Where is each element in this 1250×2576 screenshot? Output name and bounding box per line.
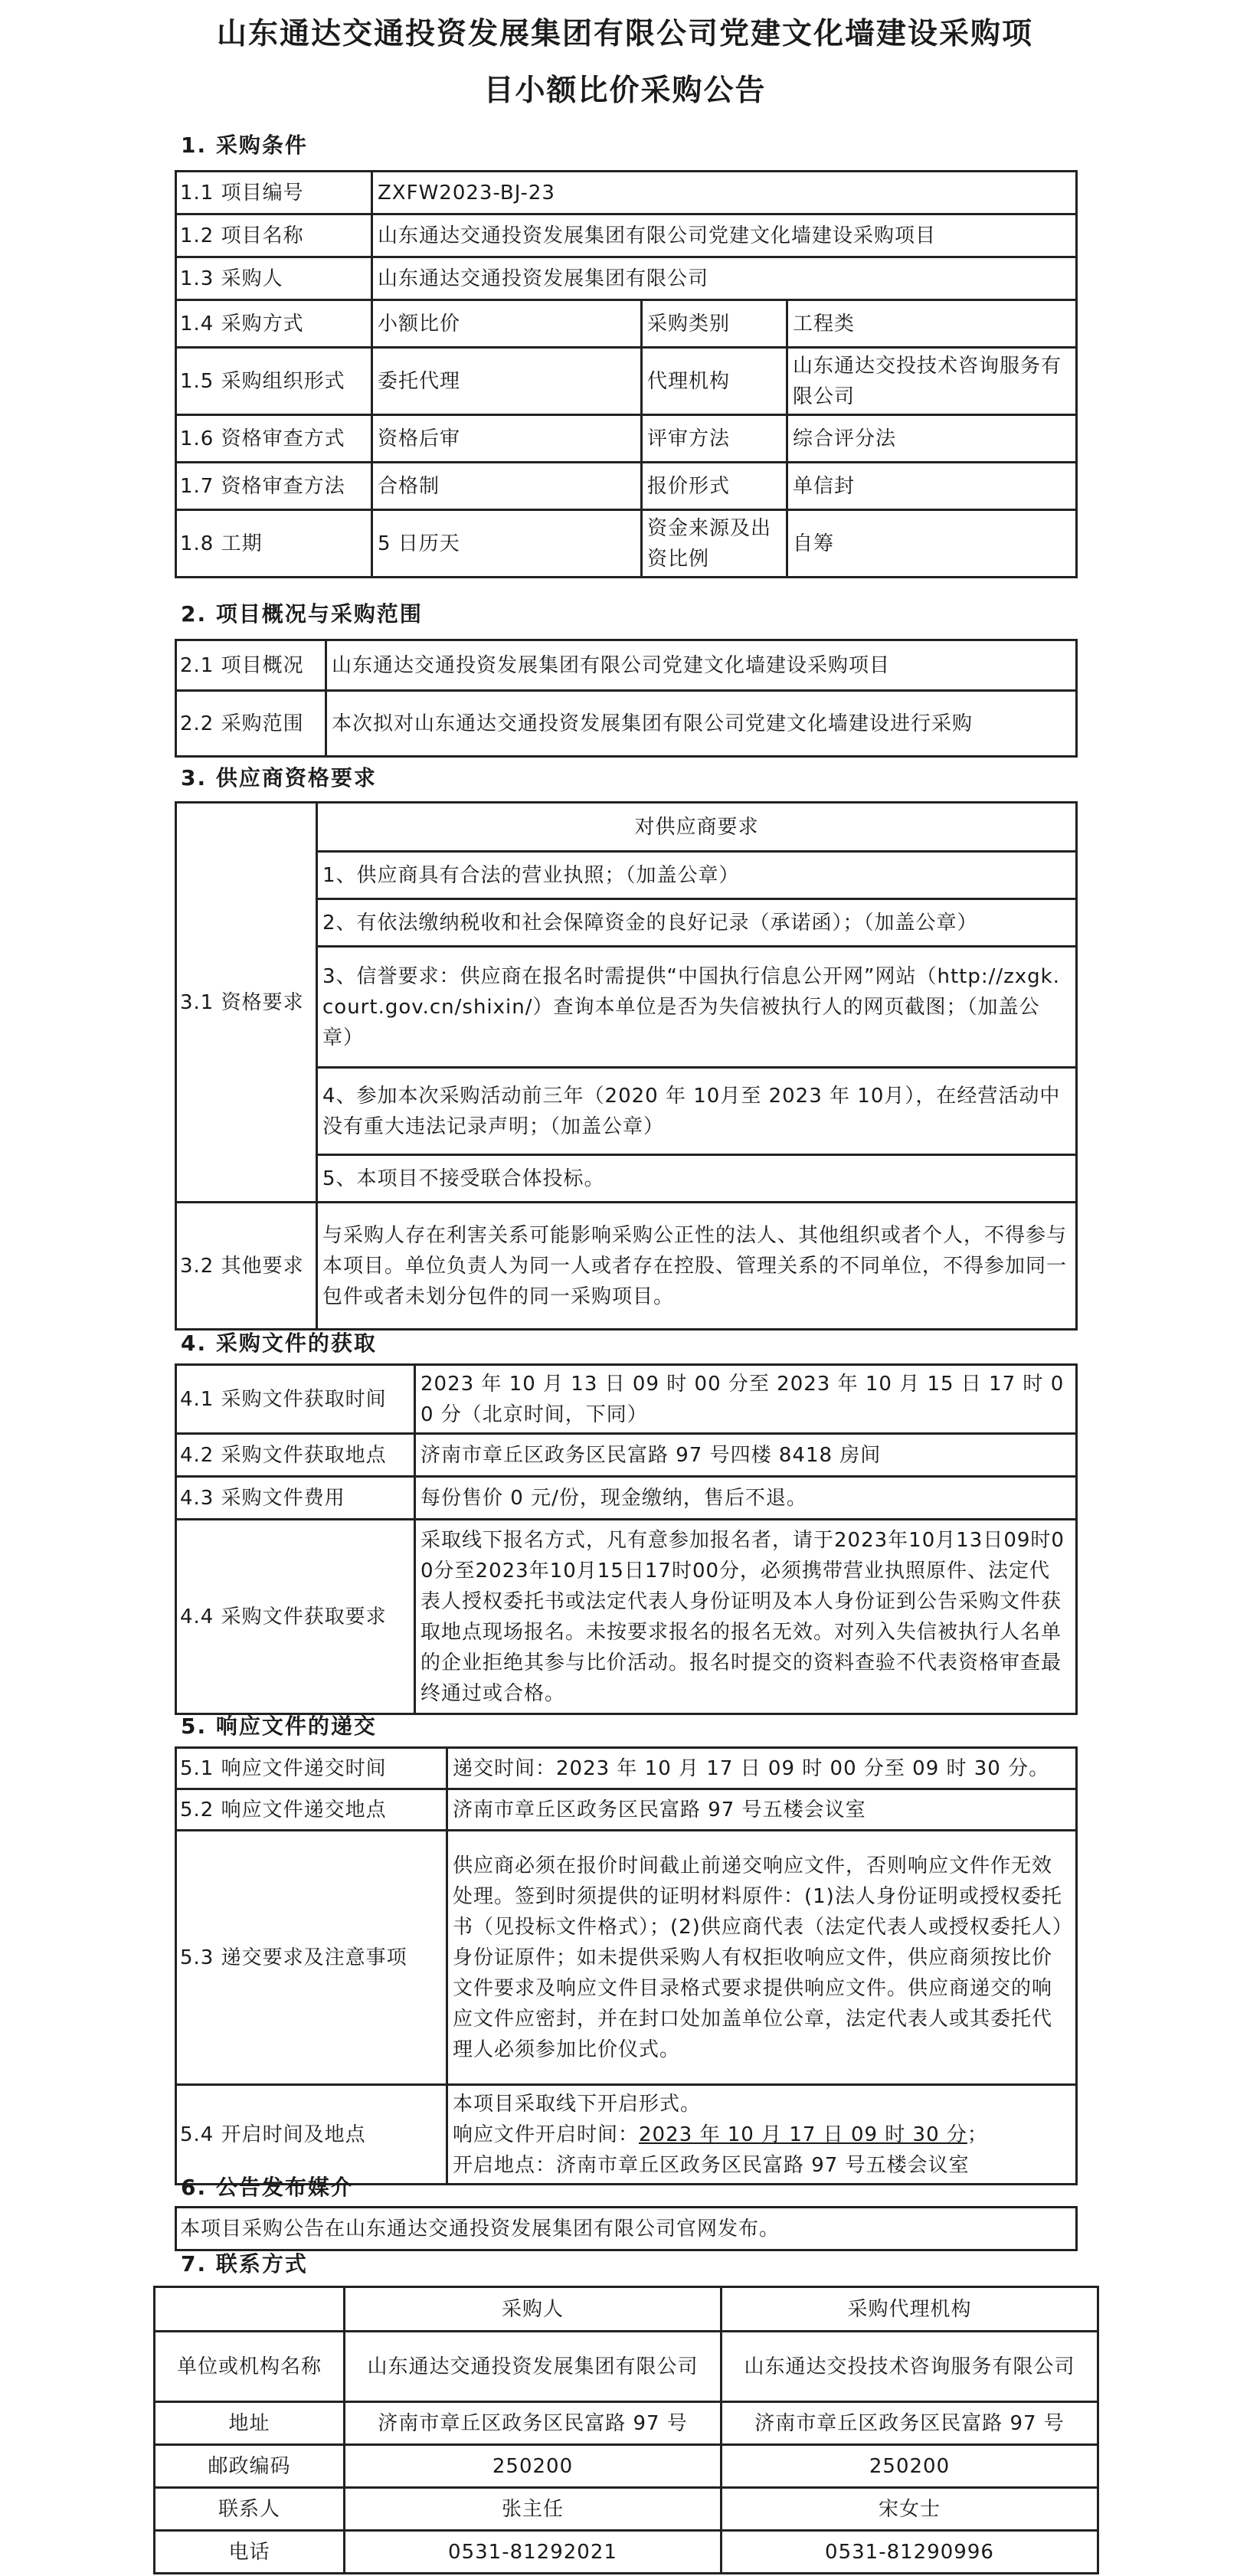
row-value: 济南市章丘区政务区民富路 97 号五楼会议室	[447, 1789, 1077, 1831]
table-row	[176, 510, 1077, 578]
table-row	[176, 2208, 1077, 2250]
contact-table	[153, 2286, 1099, 2574]
row-value: 济南市章丘区政务区民富路 97 号四楼 8418 房间	[415, 1434, 1077, 1477]
row-label-2: 评审方法	[642, 415, 787, 463]
requirement-item: 5、本项目不接受联合体投标。	[317, 1155, 1077, 1203]
row-label: 联系人	[155, 2488, 345, 2531]
row-value-2: 单信封	[787, 463, 1077, 510]
table-row	[176, 1203, 1077, 1330]
document-acquisition-table	[175, 1363, 1078, 1715]
publication-text: 本项目采购公告在山东通达交通投资发展集团有限公司官网发布。	[176, 2208, 1077, 2250]
row-label: 3.1 资格要求	[176, 803, 317, 1203]
row-label: 2.1 项目概况	[176, 640, 326, 691]
row-label: 5.1 响应文件递交时间	[176, 1748, 447, 1789]
table-row	[176, 1365, 1077, 1434]
row-value: 5 日历天	[372, 510, 642, 578]
title-line-1: 山东通达交通投资发展集团有限公司党建文化墙建设采购项	[216, 17, 1033, 51]
table-row	[176, 2085, 1077, 2185]
cell-value: 山东通达交通投资发展集团有限公司	[345, 2332, 722, 2402]
table-row	[176, 1434, 1077, 1477]
header-empty	[155, 2287, 345, 2332]
table-row	[155, 2488, 1098, 2531]
table-row	[176, 214, 1077, 257]
table-row	[176, 1477, 1077, 1520]
row-value: 委托代理	[372, 348, 642, 415]
opening-time-label: 响应文件开启时间：	[453, 2123, 640, 2146]
row-label: 5.3 递交要求及注意事项	[176, 1831, 447, 2085]
section-1-heading: 1. 采购条件	[181, 133, 308, 158]
table-header-row	[155, 2287, 1098, 2332]
row-value: 山东通达交通投资发展集团有限公司党建文化墙建设采购项目	[372, 214, 1077, 257]
row-label-2: 报价形式	[642, 463, 787, 510]
row-value-2: 山东通达交投技术咨询服务有限公司	[787, 348, 1077, 415]
row-label: 1.6 资格审查方式	[176, 415, 372, 463]
row-value: 小额比价	[372, 300, 642, 348]
row-label-2: 资金来源及出资比例	[642, 510, 787, 578]
requirements-header: 对供应商要求	[317, 803, 1077, 852]
supplier-requirements-table	[175, 801, 1078, 1331]
requirement-item: 2、有依法缴纳税收和社会保障资金的良好记录（承诺函）；（加盖公章）	[317, 899, 1077, 947]
table-row	[176, 1831, 1077, 2085]
table-row	[176, 463, 1077, 510]
row-value: 递交时间：2023 年 10 月 17 日 09 时 00 分至 09 时 30 分。	[447, 1748, 1077, 1789]
row-label: 1.4 采购方式	[176, 300, 372, 348]
project-overview-table	[175, 639, 1078, 758]
row-label-2: 采购类别	[642, 300, 787, 348]
row-label: 电话	[155, 2531, 345, 2574]
opening-time-value: 2023 年 10 月 17 日 09 时 30 分	[639, 2123, 967, 2146]
row-label: 单位或机构名称	[155, 2332, 345, 2402]
table-row	[176, 172, 1077, 214]
row-value: 山东通达交通投资发展集团有限公司党建文化墙建设采购项目	[326, 640, 1077, 691]
document-title	[0, 6, 1250, 119]
row-value: 供应商必须在报价时间截止前递交响应文件，否则响应文件作无效处理。签到时须提供的证明材料原件：(1)法人身份证明或授权委托书（见投标文件格式）；(2)供应商代表（法定代表人或授权委托人）身份证原件；如未提供采购人有权拒收响应文件，供应商须按比价文件要求及响应文件目录格式要求提供响应文件。供应商递交的响应文件应密封，并在封口处加盖单位公章，法定代表人或其委托代理人必须参加比价仪式。	[447, 1831, 1077, 2085]
table-row	[176, 348, 1077, 415]
opening-time-suffix: ；	[967, 2123, 988, 2146]
row-label: 邮政编码	[155, 2445, 345, 2488]
cell-value: 宋女士	[722, 2488, 1098, 2531]
opening-line-1: 本项目采取线下开启形式。	[453, 2092, 702, 2116]
cell-value: 张主任	[345, 2488, 722, 2531]
opening-line-2	[453, 2119, 1071, 2150]
row-value: 采取线下报名方式，凡有意参加报名者，请于2023年10月13日09时00分至2023年10月15日17时00分，必须携带营业执照原件、法定代表人授权委托书或法定代表人身份证明及本人身份证到公告采购文件获取地点现场报名。未按要求报名的报名无效。对列入失信被执行人名单的企业拒绝其参与比价活动。报名时提交的资料查验不代表资格审查最终通过或合格。	[415, 1520, 1077, 1714]
section-7-heading: 7. 联系方式	[181, 2251, 308, 2277]
column-header: 采购人	[345, 2287, 722, 2332]
row-value: 与采购人存在利害关系可能影响采购公正性的法人、其他组织或者个人，不得参与本项目。单位负责人为同一人或者存在控股、管理关系的不同单位，不得参加同一包件或者未划分包件的同一采购项目。	[317, 1203, 1077, 1330]
row-label: 1.8 工期	[176, 510, 372, 578]
table-row	[176, 415, 1077, 463]
cell-value: 济南市章丘区政务区民富路 97 号	[345, 2402, 722, 2445]
table-row	[176, 640, 1077, 691]
row-label: 3.2 其他要求	[176, 1203, 317, 1330]
cell-value: 0531-81290996	[722, 2531, 1098, 2574]
table-row	[176, 1748, 1077, 1789]
row-label: 1.7 资格审查方法	[176, 463, 372, 510]
requirement-item: 1、供应商具有合法的营业执照；（加盖公章）	[317, 852, 1077, 899]
row-label: 4.2 采购文件获取地点	[176, 1434, 415, 1477]
opening-line-3: 开启地点：济南市章丘区政务区民富路 97 号五楼会议室	[453, 2153, 970, 2177]
cell-value: 250200	[345, 2445, 722, 2488]
row-label: 地址	[155, 2402, 345, 2445]
row-value-2: 自筹	[787, 510, 1077, 578]
row-label: 4.3 采购文件费用	[176, 1477, 415, 1520]
row-label: 1.2 项目名称	[176, 214, 372, 257]
row-value: ZXFW2023-BJ-23	[372, 172, 1077, 214]
table-row	[176, 1520, 1077, 1714]
publication-media-table	[175, 2206, 1078, 2251]
row-value: 每份售价 0 元/份，现金缴纳，售后不退。	[415, 1477, 1077, 1520]
row-label: 1.1 项目编号	[176, 172, 372, 214]
column-header: 采购代理机构	[722, 2287, 1098, 2332]
table-row	[155, 2402, 1098, 2445]
procurement-conditions-table	[175, 170, 1078, 578]
row-value: 资格后审	[372, 415, 642, 463]
row-value: 本次拟对山东通达交通投资发展集团有限公司党建文化墙建设进行采购	[326, 691, 1077, 757]
row-label: 5.2 响应文件递交地点	[176, 1789, 447, 1831]
row-label: 5.4 开启时间及地点	[176, 2085, 447, 2185]
row-value: 山东通达交通投资发展集团有限公司	[372, 257, 1077, 300]
table-row	[155, 2445, 1098, 2488]
table-row	[155, 2531, 1098, 2574]
row-label: 4.1 采购文件获取时间	[176, 1365, 415, 1434]
row-value-2: 工程类	[787, 300, 1077, 348]
row-label: 1.3 采购人	[176, 257, 372, 300]
row-label: 4.4 采购文件获取要求	[176, 1520, 415, 1714]
table-row	[176, 691, 1077, 757]
section-6-heading: 6. 公告发布媒介	[181, 2175, 354, 2200]
row-value: 2023 年 10 月 13 日 09 时 00 分至 2023 年 10 月 15 日 17 时 00 分（北京时间，下同）	[415, 1365, 1077, 1434]
row-label-2: 代理机构	[642, 348, 787, 415]
requirement-item: 3、信誉要求：供应商在报名时需提供“中国执行信息公开网”网站（http://zxgk.court.gov.cn/shixin/）查询本单位是否为失信被执行人的网页截图；（加盖公章）	[317, 947, 1077, 1068]
row-value-2: 综合评分法	[787, 415, 1077, 463]
title-line-2: 目小额比价采购公告	[483, 74, 767, 108]
row-label: 1.5 采购组织形式	[176, 348, 372, 415]
section-3-heading: 3. 供应商资格要求	[181, 765, 377, 790]
table-row	[176, 257, 1077, 300]
requirement-item: 4、参加本次采购活动前三年（2020 年 10月至 2023 年 10月），在经营活动中没有重大违法记录声明；（加盖公章）	[317, 1068, 1077, 1155]
row-value	[447, 2085, 1077, 2185]
table-row	[176, 803, 1077, 852]
row-value: 合格制	[372, 463, 642, 510]
section-5-heading: 5. 响应文件的递交	[181, 1714, 377, 1739]
table-row	[176, 1789, 1077, 1831]
table-row	[155, 2332, 1098, 2402]
cell-value: 济南市章丘区政务区民富路 97 号	[722, 2402, 1098, 2445]
response-submission-table	[175, 1746, 1078, 2185]
row-label: 2.2 采购范围	[176, 691, 326, 757]
section-2-heading: 2. 项目概况与采购范围	[181, 601, 423, 627]
section-4-heading: 4. 采购文件的获取	[181, 1331, 377, 1356]
cell-value: 250200	[722, 2445, 1098, 2488]
cell-value: 0531-81292021	[345, 2531, 722, 2574]
table-row	[176, 300, 1077, 348]
cell-value: 山东通达交投技术咨询服务有限公司	[722, 2332, 1098, 2402]
